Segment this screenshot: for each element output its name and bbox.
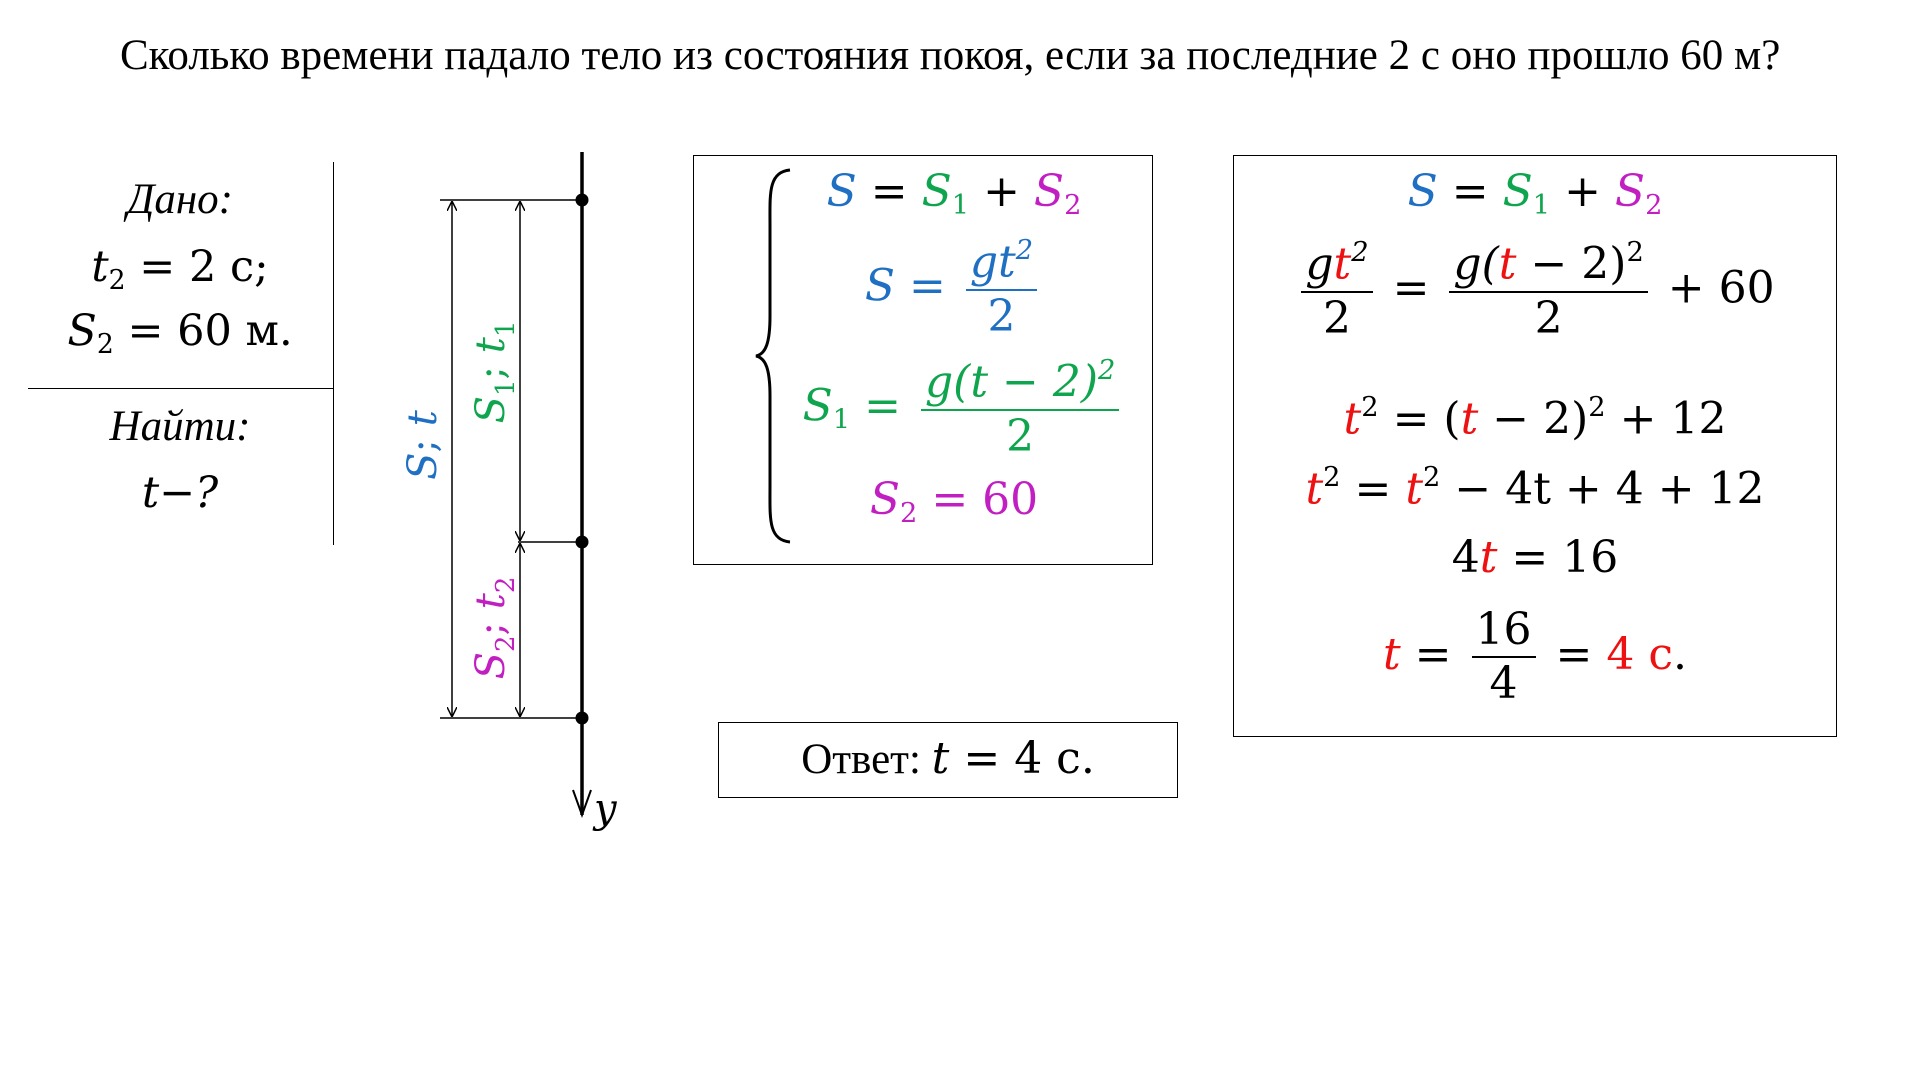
answer-box: Ответ: t = 4 с. [718,722,1178,798]
given-line-t2: $t_2 = 2$ с; [91,242,269,296]
given-line-s2: $S_2 = 60$ м. [67,306,293,360]
label-total: S; t [400,410,446,480]
solution-eq1: $S = S_1 + S_2$ [1407,166,1663,222]
point-start [576,194,589,207]
point-middle [576,536,589,549]
solution-box [1233,155,1837,737]
system-eq1: $S = S_1 + S_2$ [826,166,1082,222]
given-vertical-line [333,162,334,545]
point-end [576,712,589,725]
problem-text: Сколько времени падало тело из состояния покоя, если за последние 2 с оно прошло 60 м? [120,32,1781,79]
system-eq2: S = $\frac{gt^2}{2}$ [754,236,1154,342]
label-segment-1: $S_1$; $t_1$ [468,320,521,424]
solution-eq5: 4t = 16 [1451,532,1619,583]
y-axis-label: y [594,786,617,832]
solution-eq4: $t^2 = t^2 - 4t + 4 + 12$ [1305,462,1765,515]
given-header: Дано: [126,176,233,223]
solution-eq6: t = $\frac{16}{4}$ = 4 с. [1383,604,1687,710]
find-value: t−? [141,468,219,518]
find-header: Найти: [109,403,251,450]
solution-eq3: $t^2 = (t - 2)^2 + 12$ [1343,392,1727,445]
label-segment-2: $S_2$; $t_2$ [468,576,521,680]
solution-eq2: $\frac{gt^2}{2}$ = $\frac{g(t - 2)^2}{2}$ + 60 [1234,238,1836,344]
system-box [693,155,1153,565]
system-eq3: $S_1$ = $\frac{g(t - 2)^2}{2}$ [774,356,1154,462]
falling-diagram [380,150,640,850]
given-divider [28,388,334,389]
system-eq4: $S_2 = 60$ [869,474,1039,530]
